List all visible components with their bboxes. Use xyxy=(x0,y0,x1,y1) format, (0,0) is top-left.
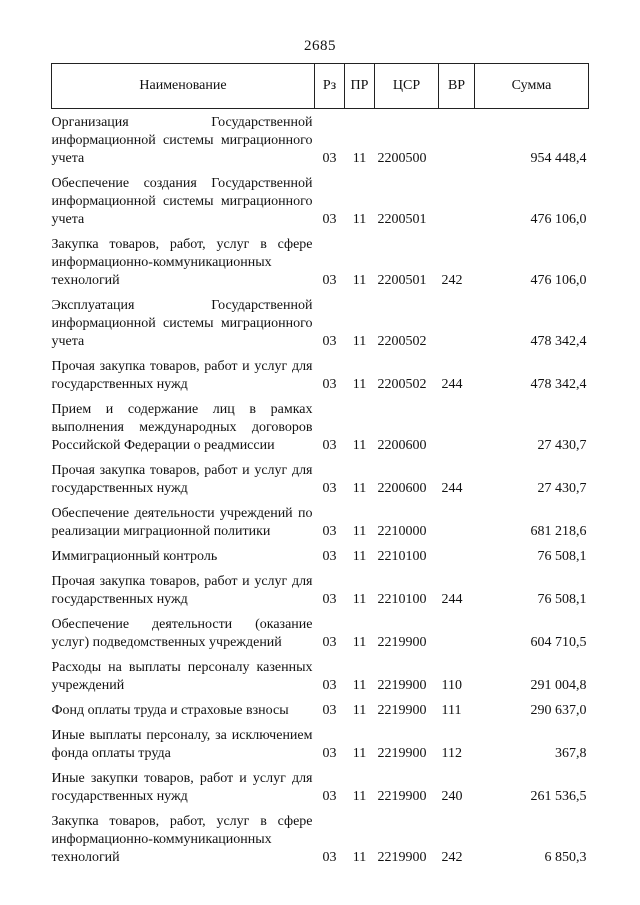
cell-rz: 03 xyxy=(322,789,337,804)
cell-vr xyxy=(439,109,475,172)
cell-sum: 478 342,4 xyxy=(530,334,587,349)
cell-rz: 03 xyxy=(322,592,337,607)
cell-pr: 11 xyxy=(352,703,367,718)
cell-pr: 11 xyxy=(352,850,367,865)
cell-sum: 290 637,0 xyxy=(530,703,587,718)
table-row xyxy=(52,612,589,655)
cell-pr: 11 xyxy=(352,635,367,650)
cell-sum: 476 106,0 xyxy=(530,273,587,288)
table-row xyxy=(52,232,589,293)
cell-sum: 6 850,3 xyxy=(544,850,587,865)
cell-sum: 367,8 xyxy=(555,746,587,761)
cell-sum: 604 710,5 xyxy=(530,635,587,650)
cell-vr: 240 xyxy=(441,789,463,804)
cell-pr: 11 xyxy=(352,377,367,392)
cell-vr xyxy=(439,501,475,544)
cell-sum: 476 106,0 xyxy=(530,212,587,227)
cell-sum: 261 536,5 xyxy=(530,789,587,804)
cell-vr: 244 xyxy=(441,377,463,392)
cell-pr: 11 xyxy=(352,273,367,288)
cell-pr: 11 xyxy=(352,592,367,607)
cell-rz: 03 xyxy=(322,635,337,650)
table-row xyxy=(52,171,589,232)
cell-vr xyxy=(439,293,475,354)
cell-pr: 11 xyxy=(352,481,367,496)
table-row xyxy=(52,293,589,354)
header-name: Наименование xyxy=(52,64,315,109)
table-row xyxy=(52,354,589,397)
cell-csr: 2210000 xyxy=(377,524,427,539)
table-row xyxy=(52,698,589,723)
cell-vr: 242 xyxy=(441,273,463,288)
cell-name: Прочая закупка товаров, работ и услуг для государственных нужд xyxy=(51,463,313,496)
header-vr: ВР xyxy=(439,64,475,109)
cell-csr: 2200500 xyxy=(377,151,427,166)
cell-pr: 11 xyxy=(352,549,367,564)
table-row xyxy=(52,109,589,172)
cell-sum: 27 430,7 xyxy=(537,481,587,496)
cell-csr: 2219900 xyxy=(377,850,427,865)
cell-name: Закупка товаров, работ, услуг в сфере информационно-коммуникационных технологий xyxy=(51,237,313,288)
header-rz: Рз xyxy=(315,64,345,109)
table-row xyxy=(52,397,589,458)
cell-vr: 242 xyxy=(441,850,463,865)
cell-name: Закупка товаров, работ, услуг в сфере информационно-коммуникационных технологий xyxy=(51,814,313,865)
cell-csr: 2219900 xyxy=(377,789,427,804)
cell-vr xyxy=(439,612,475,655)
cell-pr: 11 xyxy=(352,789,367,804)
cell-name: Обеспечение деятельности (оказание услуг) подведомственных учреждений xyxy=(51,617,313,650)
cell-pr: 11 xyxy=(352,678,367,693)
cell-csr: 2200600 xyxy=(377,481,427,496)
cell-vr xyxy=(439,397,475,458)
cell-vr xyxy=(439,171,475,232)
cell-vr: 112 xyxy=(441,746,462,761)
cell-pr: 11 xyxy=(352,438,367,453)
table-row xyxy=(52,766,589,809)
table-row xyxy=(52,723,589,766)
cell-csr: 2210100 xyxy=(377,549,427,564)
cell-rz: 03 xyxy=(322,438,337,453)
cell-rz: 03 xyxy=(322,481,337,496)
cell-name: Иные закупки товаров, работ и услуг для государственных нужд xyxy=(51,771,313,804)
cell-rz: 03 xyxy=(322,850,337,865)
table-row xyxy=(52,569,589,612)
cell-name: Прием и содержание лиц в рамках выполнения международных договоров Российской Федерации о реадмиссии xyxy=(51,402,313,453)
cell-sum: 478 342,4 xyxy=(530,377,587,392)
cell-pr: 11 xyxy=(352,334,367,349)
cell-csr: 2219900 xyxy=(377,678,427,693)
table-row xyxy=(52,458,589,501)
cell-rz: 03 xyxy=(322,334,337,349)
table-row xyxy=(52,544,589,569)
cell-pr: 11 xyxy=(352,212,367,227)
cell-pr: 11 xyxy=(352,151,367,166)
cell-csr: 2200502 xyxy=(377,334,427,349)
cell-name: Иммиграционный контроль xyxy=(51,549,218,564)
cell-name: Прочая закупка товаров, работ и услуг для государственных нужд xyxy=(51,574,313,607)
header-sum: Сумма xyxy=(475,64,589,109)
cell-sum: 681 218,6 xyxy=(530,524,587,539)
cell-csr: 2200600 xyxy=(377,438,427,453)
cell-csr: 2200501 xyxy=(377,212,427,227)
cell-sum: 76 508,1 xyxy=(537,549,587,564)
cell-rz: 03 xyxy=(322,549,337,564)
header-csr: ЦСР xyxy=(375,64,439,109)
cell-vr: 244 xyxy=(441,592,463,607)
cell-name: Фонд оплаты труда и страховые взносы xyxy=(51,703,289,718)
table-header-row xyxy=(52,64,589,109)
cell-rz: 03 xyxy=(322,703,337,718)
cell-rz: 03 xyxy=(322,746,337,761)
cell-pr: 11 xyxy=(352,524,367,539)
cell-csr: 2210100 xyxy=(377,592,427,607)
budget-table xyxy=(51,63,589,870)
cell-vr: 110 xyxy=(441,678,462,693)
cell-name: Обеспечение создания Государственной информационной системы миграционного учета xyxy=(51,176,313,227)
cell-rz: 03 xyxy=(322,212,337,227)
cell-sum: 27 430,7 xyxy=(537,438,587,453)
page-number: 2685 xyxy=(304,38,336,54)
cell-vr: 111 xyxy=(441,703,462,718)
cell-csr: 2219900 xyxy=(377,703,427,718)
cell-csr: 2219900 xyxy=(377,635,427,650)
cell-rz: 03 xyxy=(322,151,337,166)
cell-vr: 244 xyxy=(441,481,463,496)
cell-pr: 11 xyxy=(352,746,367,761)
table-row xyxy=(52,501,589,544)
cell-name: Эксплуатация Государственной информационной системы миграционного учета xyxy=(51,298,313,349)
cell-name: Расходы на выплаты персоналу казенных учреждений xyxy=(51,660,313,693)
cell-rz: 03 xyxy=(322,524,337,539)
header-pr: ПР xyxy=(345,64,375,109)
table-body xyxy=(52,109,589,871)
cell-name: Прочая закупка товаров, работ и услуг для государственных нужд xyxy=(51,359,313,392)
cell-sum: 291 004,8 xyxy=(530,678,587,693)
cell-csr: 2200501 xyxy=(377,273,427,288)
table-row xyxy=(52,809,589,870)
cell-rz: 03 xyxy=(322,377,337,392)
cell-rz: 03 xyxy=(322,678,337,693)
cell-sum: 954 448,4 xyxy=(530,151,587,166)
cell-sum: 76 508,1 xyxy=(537,592,587,607)
cell-csr: 2200502 xyxy=(377,377,427,392)
cell-name: Организация Государственной информационной системы миграционного учета xyxy=(51,115,313,166)
cell-vr xyxy=(439,544,475,569)
cell-name: Иные выплаты персоналу, за исключением фонда оплаты труда xyxy=(51,728,313,761)
cell-rz: 03 xyxy=(322,273,337,288)
table-row xyxy=(52,655,589,698)
cell-name: Обеспечение деятельности учреждений по реализации миграционной политики xyxy=(51,506,313,539)
cell-csr: 2219900 xyxy=(377,746,427,761)
